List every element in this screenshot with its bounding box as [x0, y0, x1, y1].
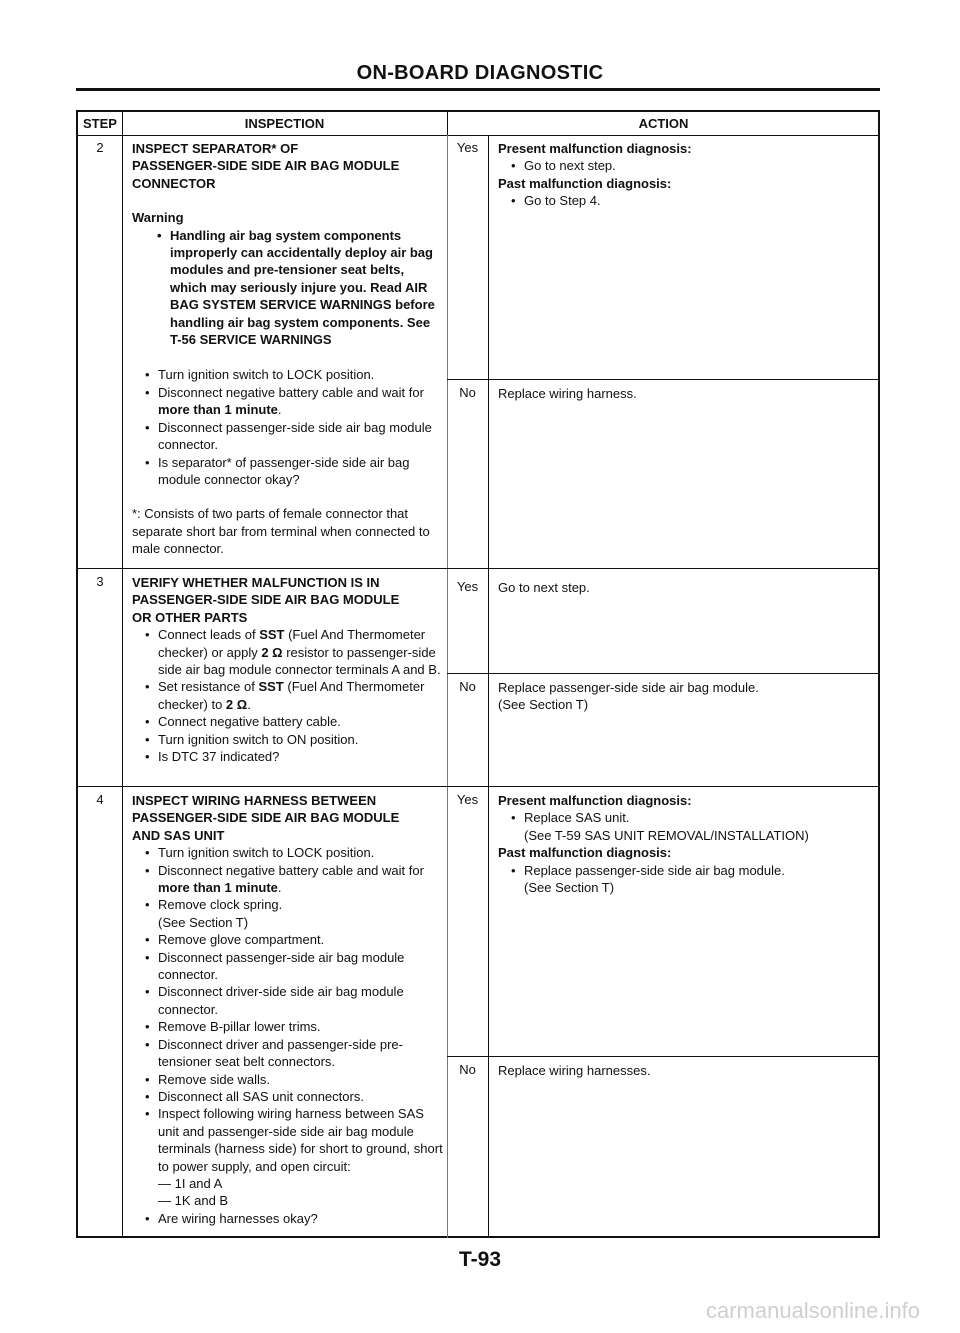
step4-yes-no-divider: [447, 1056, 880, 1057]
step2-step3-divider: [78, 568, 880, 569]
procedure-item: • Connect leads of SST (Fuel And Thermometer checker) or apply 2 Ω resistor to passenger-side side air bag module connector terminals A and B.: [132, 626, 444, 678]
action-item: • Go to next step.: [498, 157, 876, 174]
step-number: 4: [96, 792, 104, 807]
header-action-divider: [447, 112, 448, 135]
procedure-item: • Disconnect driver-side side air bag module connector.: [132, 983, 444, 1018]
past-malfunction-label: Past malfunction diagnosis:: [498, 175, 672, 191]
procedure-item: • Are wiring harnesses okay?: [132, 1210, 444, 1227]
procedure-item: • Disconnect negative battery cable and wait for more than 1 minute.: [132, 862, 444, 897]
yn-action-divider: [488, 135, 489, 1238]
procedure-item: • Inspect following wiring harness between SAS unit and passenger-side side air bag module terminals (harness side) for short to ground, short to power supply, and open circuit: — 1I and A — 1K and B: [132, 1105, 444, 1209]
diagnostic-table: [76, 110, 880, 1238]
procedure-item: • Disconnect driver and passenger-side pre-tensioner seat belt connectors.: [132, 1036, 444, 1071]
past-malfunction-label: Past malfunction diagnosis:: [498, 845, 672, 861]
step4-procedure-list: [132, 844, 444, 1227]
page-number: T-93: [458, 1248, 502, 1271]
step2-inspection: [132, 140, 444, 558]
action-item: • Replace passenger-side side air bag module. (See Section T): [498, 862, 876, 897]
step2-yes-no-divider: [447, 379, 880, 380]
header-divider: [78, 135, 880, 136]
procedure-item: • Is separator* of passenger-side side air bag module connector okay?: [132, 454, 444, 489]
procedure-item: • Set resistance of SST (Fuel And Thermometer checker) to 2 Ω.: [132, 678, 444, 713]
action-item: • Replace SAS unit. (See T-59 SAS UNIT REMOVAL/INSTALLATION): [498, 809, 876, 844]
step2-title-line: INSPECT SEPARATOR* OF: [132, 141, 299, 156]
separator-footnote: *: Consists of two parts of female connector that separate short bar from terminal when connected to male connector.: [132, 506, 430, 557]
present-malfunction-label: Present malfunction diagnosis:: [498, 141, 692, 156]
step4-title-line: AND SAS UNIT: [132, 827, 225, 843]
step4-yes-action: [498, 792, 876, 896]
yes-label: Yes: [456, 579, 479, 594]
procedure-item: • Disconnect all SAS unit connectors.: [132, 1088, 444, 1105]
column-header-step: STEP: [83, 116, 117, 131]
procedure-item: • Remove glove compartment.: [132, 931, 444, 948]
procedure-item: • Is DTC 37 indicated?: [132, 748, 444, 765]
step3-title-line: VERIFY WHETHER MALFUNCTION IS IN: [132, 575, 380, 590]
procedure-item: • Turn ignition switch to LOCK position.: [132, 366, 444, 383]
step-column-divider: [122, 112, 123, 1238]
procedure-item: • Remove clock spring. (See Section T): [132, 896, 444, 931]
column-header-action: ACTION: [638, 116, 689, 131]
procedure-item: • Disconnect passenger-side side air bag module connector.: [132, 419, 444, 454]
step3-yes-no-divider: [447, 673, 880, 674]
step3-inspection: [132, 574, 444, 765]
step-number: 2: [96, 140, 104, 155]
step2-title-line: CONNECTOR: [132, 175, 216, 191]
step3-title-line: PASSENGER-SIDE SIDE AIR BAG MODULE: [132, 592, 400, 608]
procedure-item: • Turn ignition switch to LOCK position.: [132, 844, 444, 861]
warning-label: Warning: [132, 210, 184, 226]
warning-text: • Handling air bag system components improperly can accidentally deploy air bag modules and pre-tensioner seat belts, which may seriously injure you. Read AIR BAG SYSTEM SERVICE WARNINGS before handling air bag system components. See T-56 SERVICE WARNINGS: [144, 227, 444, 349]
page-title: ON-BOARD DIAGNOSTIC: [356, 62, 604, 84]
column-header-inspection: INSPECTION: [244, 116, 325, 131]
yes-label: Yes: [456, 140, 479, 155]
step2-no-action: Replace wiring harness.: [498, 386, 637, 401]
watermark: carmanualsonline.info: [705, 1298, 920, 1323]
present-malfunction-label: Present malfunction diagnosis:: [498, 793, 692, 808]
step3-title-line: OR OTHER PARTS: [132, 609, 248, 625]
action-item: • Go to Step 4.: [498, 192, 876, 209]
step4-title-line: PASSENGER-SIDE SIDE AIR BAG MODULE: [132, 810, 400, 826]
warning-list: [132, 227, 444, 349]
step4-inspection: [132, 792, 444, 1227]
step2-procedure-list: [132, 366, 444, 488]
no-label: No: [459, 679, 476, 694]
step3-yes-action: Go to next step.: [498, 580, 590, 595]
no-label: No: [459, 1062, 476, 1077]
step3-step4-divider: [78, 786, 880, 787]
procedure-item: • Disconnect negative battery cable and wait for more than 1 minute.: [132, 384, 444, 419]
step2-title-line: PASSENGER-SIDE SIDE AIR BAG MODULE: [132, 158, 400, 174]
procedure-item: • Remove side walls.: [132, 1071, 444, 1088]
no-label: No: [459, 385, 476, 400]
procedure-item: • Turn ignition switch to ON position.: [132, 731, 444, 748]
wait-time: more than 1 minute: [158, 402, 278, 418]
step4-no-action: Replace wiring harnesses.: [498, 1063, 651, 1078]
yes-label: Yes: [456, 792, 479, 807]
title-rule: [76, 88, 880, 91]
procedure-item: • Connect negative battery cable.: [132, 713, 444, 730]
step-number: 3: [96, 574, 104, 589]
step3-no-action: Replace passenger-side side air bag module. (See Section T): [498, 680, 759, 713]
step4-title-line: INSPECT WIRING HARNESS BETWEEN: [132, 793, 377, 808]
step3-procedure-list: [132, 626, 444, 765]
step2-yes-action: [498, 140, 876, 210]
procedure-item: • Remove B-pillar lower trims.: [132, 1018, 444, 1035]
procedure-item: • Disconnect passenger-side air bag module connector.: [132, 949, 444, 984]
